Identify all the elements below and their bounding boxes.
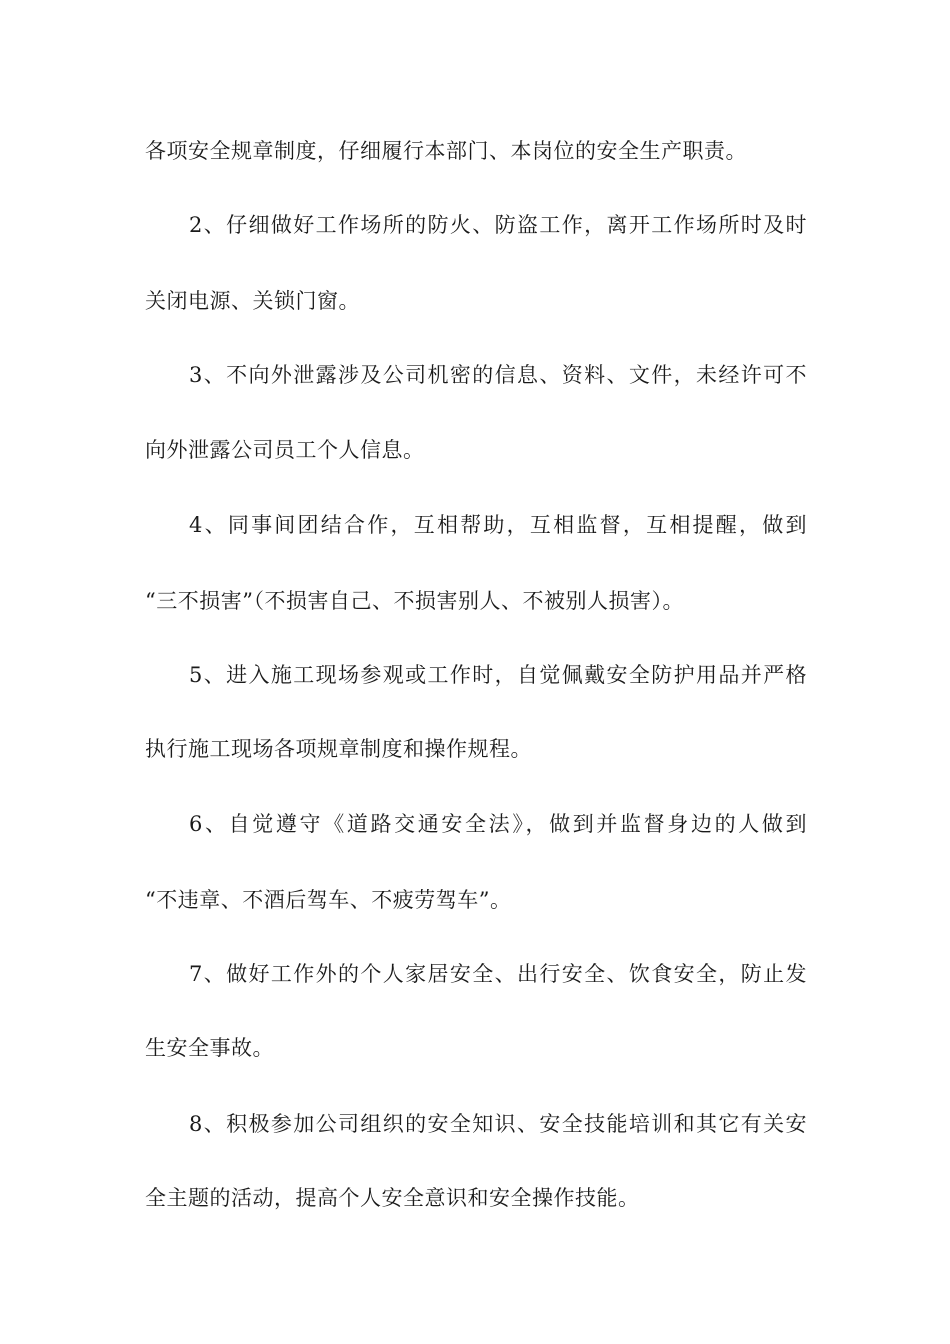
text-line-continuation: 各项安全规章制度，仔细履行本部门、本岗位的安全生产职责。 [145,139,747,163]
item-5-line-2: 执行施工现场各项规章制度和操作规程。 [145,737,532,761]
item-5-line-1: 5、进入施工现场参观或工作时，自觉佩戴安全防护用品并严格 [189,663,807,687]
item-7-line-1: 7、做好工作外的个人家居安全、出行安全、饮食安全，防止发 [189,962,807,986]
item-7-line-2: 生安全事故。 [145,1036,274,1060]
item-6-line-1: 6、自觉遵守《道路交通安全法》，做到并监督身边的人做到 [189,812,807,836]
item-2-line-2: 关闭电源、关锁门窗。 [145,289,360,313]
item-8-line-1: 8、积极参加公司组织的安全知识、安全技能培训和其它有关安 [189,1112,807,1136]
item-8-line-2: 全主题的活动，提高个人安全意识和安全操作技能。 [145,1186,640,1210]
item-4-line-2: “三不损害”（不损害自己、不损害别人、不被别人损害）。 [145,589,684,613]
item-3-line-2: 向外泄露公司员工个人信息。 [145,438,425,462]
item-3-line-1: 3、不向外泄露涉及公司机密的信息、资料、文件，未经许可不 [189,363,807,387]
item-2-line-1: 2、仔细做好工作场所的防火、防盗工作，离开工作场所时及时 [189,213,807,237]
item-6-line-2: “不违章、不酒后驾车、不疲劳驾车”。 [145,888,512,912]
item-4-line-1: 4、同事间团结合作，互相帮助，互相监督，互相提醒，做到 [189,513,807,537]
